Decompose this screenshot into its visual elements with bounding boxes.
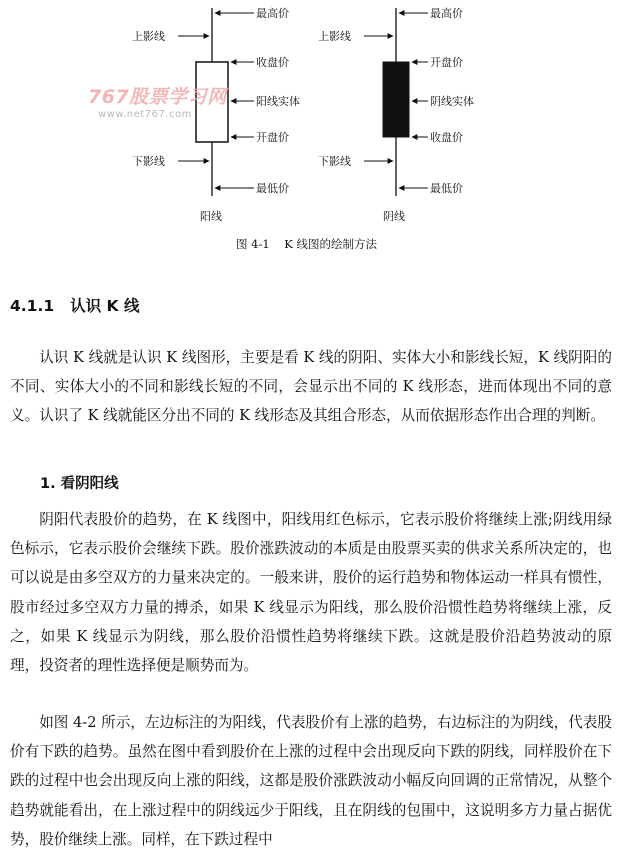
watermark (88, 82, 227, 120)
k-line-diagram (0, 0, 623, 270)
yang-lower-shadow-label: 下影线 (132, 155, 165, 168)
intro-paragraph: 认识 K 线就是认识 K 线图形，主要是看 K 线的阴阳、实体大小和影线长短，K 线阴阳的不同、实体大小的不同和影线长短的不同，会显示出不同的 K 线形态，进而体现出不同的意义。认识了 K 线就能区分出不同的 K 线形态及其组合形态，从而依据形态作出合理的判断。 (10, 349, 612, 425)
yin-candle (318, 6, 474, 223)
yin-close-label: 收盘价 (430, 131, 463, 144)
body-paragraph-2: 如图 4-2 所示，左边标注的为阳线，代表股价有上涨的趋势，右边标注的为阴线，代表股价有下跌的趋势。虽然在图中看到股价在上涨的过程中会出现反向下跌的阴线，同样股价在下跌的过程中也会出现反向上涨的阳线，这都是股价涨跌波动小幅反向回调的正常情况，从整个趋势就能看出，在上涨过程中的阴线远少于阳线，且在阴线的包围中，这说明多方力量占据优势，股价继续上涨。同样，在下跌过程中 (10, 714, 612, 848)
yang-close-label: 收盘价 (256, 56, 289, 69)
watermark-url: www.net767.com (98, 109, 192, 120)
yang-open-label: 开盘价 (256, 131, 289, 144)
yin-body-label: 阴线实体 (430, 95, 474, 108)
yang-low-label: 最低价 (256, 182, 289, 195)
yang-high-label: 最高价 (256, 7, 289, 20)
yin-open-label: 开盘价 (430, 56, 463, 69)
section-number: 4.1.1 (10, 297, 55, 315)
yin-lower-shadow-label: 下影线 (318, 155, 351, 168)
yin-upper-shadow-label: 上影线 (318, 30, 351, 43)
yin-high-label: 最高价 (430, 7, 463, 20)
section-title: 认识 K 线 (70, 297, 140, 315)
watermark-brand: 767股票学习网 (88, 86, 227, 108)
yin-low-label: 最低价 (430, 182, 463, 195)
yin-body (383, 62, 409, 137)
section-heading (10, 294, 139, 316)
yin-name: 阴线 (383, 210, 405, 223)
figure-caption: 图 4-1 K 线图的绘制方法 (236, 237, 378, 251)
body-paragraph-1: 阴阳代表股价的趋势，在 K 线图中，阳线用红色标示，它表示股价将继续上涨;阴线用绿色标示，它表示股价会继续下跌。股价涨跌波动的本质是由股票买卖的供求关系所决定的，也可以说是由多空双方的力量来决定的。一般来讲，股价的运行趋势和物体运动一样具有惯性，股市经过多空双方力量的搏杀，如果 K 线显示为阳线，那么股价沿惯性趋势将继续上涨，反之，如果 K 线显示为阴线，那么股价沿惯性趋势将继续下跌。这就是股价沿趋势波动的原理，投资者的理性选择便是顺势而为。 (10, 511, 612, 675)
yang-upper-shadow-label: 上影线 (132, 30, 165, 43)
subheading-yin-yang: 1. 看阴阳线 (40, 476, 119, 492)
yang-body-label: 阳线实体 (256, 95, 300, 108)
yang-name: 阳线 (200, 210, 222, 223)
